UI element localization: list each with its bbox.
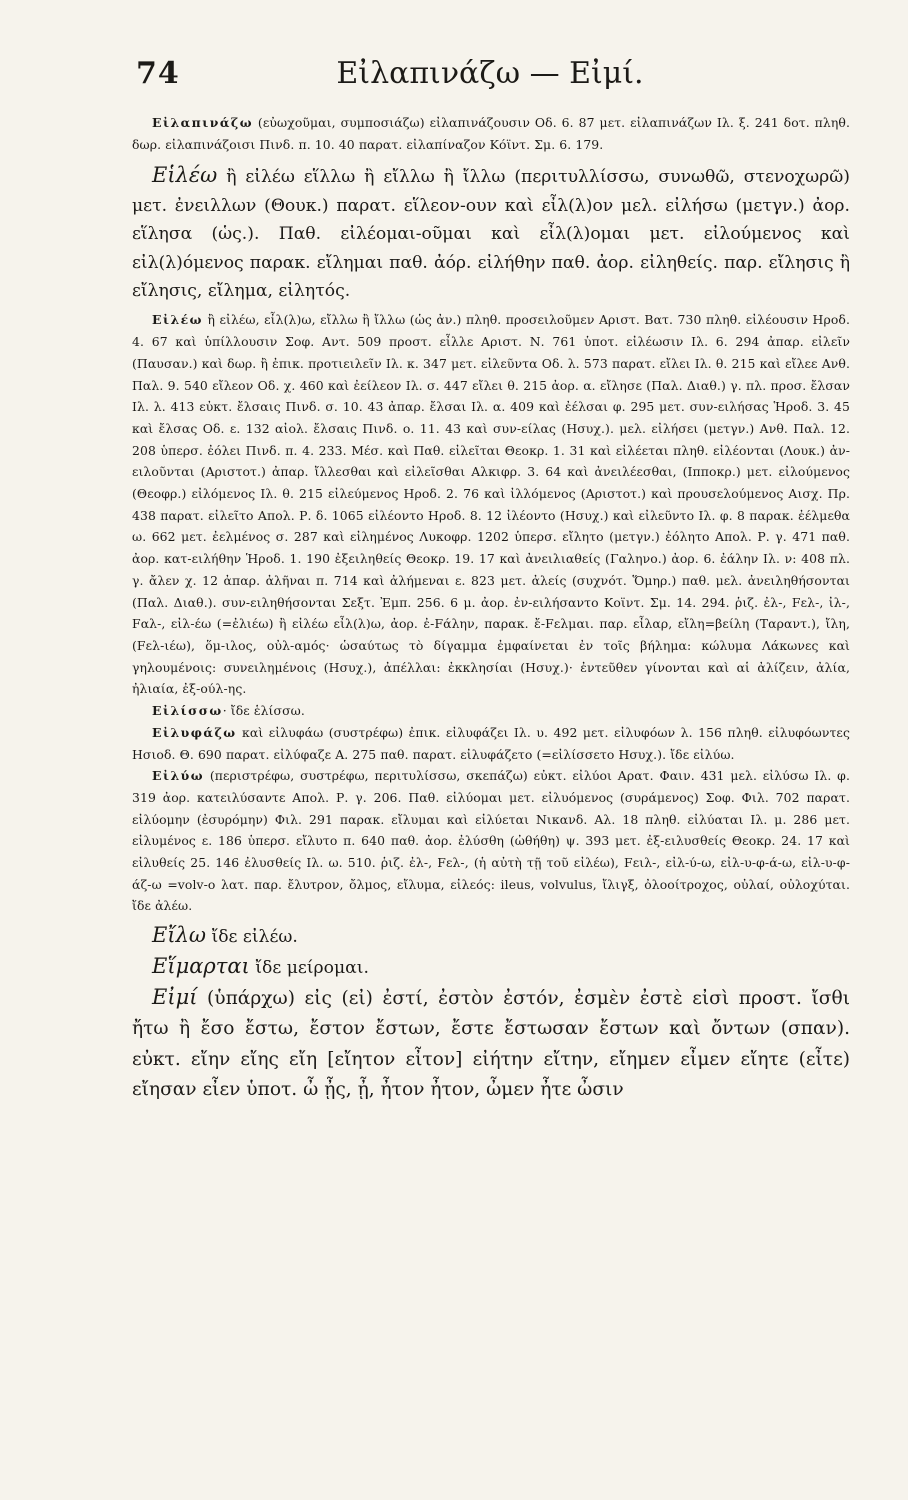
entry-eilyfazo	[132, 722, 850, 765]
entry-text: · ἴδε ἑλίσσω.	[222, 703, 305, 719]
entry-lemma: Εἱλέω	[152, 163, 218, 188]
entry-text: ἢ εἰλέω εἵλλω ἢ εἴλλω ἢ ἴλλω (περιτυλλίσσω, συνωθῶ, στενοχωρῶ) μετ. ἐνειλλων (Θουκ.) παρατ. εἵλεον-ουν καὶ εἶλ(λ)ον μελ. εἰλήσω (μετγν.) ἀορ. εἵλησα (ὡς.). Παθ. εἰλέομαι-οῦμαι καὶ εἶλ(λ)ομαι μετ. εἰλούμενος καὶ εἰλ(λ)όμενος παρακ. εἴλημαι παθ. ἀόρ. εἰλήθην παθ. ἀορ. εἰληθείς. παρ. εἴλησις ἢ εἴλησις, εἴλημα, εἰλητός.	[132, 167, 850, 302]
entry-lemma: Εἰλίσσω	[152, 703, 223, 719]
entry-text: καὶ εἰλυφάω (συστρέφω) ἐπικ. εἰλυφάζει Ιλ. υ. 492 μετ. εἰλυφόων λ. 156 πληθ. εἰλυφόωντες Ησιοδ. Θ. 690 παρατ. εἰλύφαζε Α. 275 παθ. παρατ. εἰλυφάζετο (=εἰλίσσετο Ησυχ.). ἴδε εἰλύω.	[132, 724, 850, 762]
entry-lemma: Εἰμί	[152, 984, 198, 1009]
entry-lemma: Εἵμαρται	[152, 953, 250, 978]
entry-text: (περιστρέφω, συστρέφω, περιτυλίσσω, σκεπάζω) εὐκτ. εἰλύοι Αρατ. Φαιν. 431 μελ. εἰλύσω Ιλ. φ. 319 ἀορ. κατειλύσαντε Απολ. Ρ. γ. 206. Παθ. εἰλύομαι μετ. εἰλυόμενος (συράμενος) Σοφ. Φιλ. 702 παρατ. εἰλύομην (ἐσυρόμην) Φιλ. 291 παρακ. εἴλυμαι καὶ εἰλύεται Νικανδ. Αλ. 18 πληθ. εἰλύαται Ιλ. μ. 286 μετ. εἰλυμένος ε. 186 ὑπερσ. εἴλυτο π. 640 παθ. ἀορ. ἐλύσθη (ὠθήθη) ψ. 393 μετ. ἐξ-ειλυσθείς Θεοκρ. 24. 17 καὶ εἰλυθείς 25. 146 ἐλυσθείς Ιλ. ω. 510. ῥιζ. ἐλ-, Fελ-, (ἡ αὐτὴ τῇ τοῦ εἰλέω), Fειλ-, εἰλ-ύ-ω, εἰλ-υ-φ-ά-ω, εἰλ-υ-φ-άζ-ω =volv-o λατ. παρ. ἔλυτρον, ὄλμος, εἴλυμα, εἰλεός: ileus, volvulus, ἴλιγξ, ὀλοοίτροχος, οὐλαί, οὐλοχύται. ἴδε ἀλέω.	[132, 768, 850, 914]
page-body	[132, 112, 850, 1106]
entry-text: ἴδε εἰλέω.	[206, 927, 298, 948]
entry-eimi	[132, 982, 850, 1106]
entry-heimartai	[132, 952, 850, 982]
entry-heileo	[132, 161, 850, 305]
page-number: 74	[136, 56, 180, 91]
entry-eilisso	[132, 700, 850, 722]
entry-eilapinazo	[132, 112, 850, 155]
entry-text: ἢ εἰλέω, εἶλ(λ)ω, εἴλλω ἢ ἴλλω (ὡς ἀν.) πληθ. προσειλοῦμεν Αριστ. Βατ. 730 πληθ. εἰλέουσιν Ηροδ. 4. 67 καὶ ὑπίλλουσιν Σοφ. Αντ. 509 προστ. εἶλλε Αριστ. Ν. 761 ὑποτ. εἰλέωσιν Ιλ. 6. 294 ἀπαρ. εἰλεῖν (Παυσαν.) καὶ δωρ. ἢ ἐπικ. προτιειλεῖν Ιλ. κ. 347 μετ. εἰλεῦντα Οδ. λ. 573 παρατ. εἴλει Ιλ. θ. 215 καὶ εἴλεε Ανθ. Παλ. 9. 540 εἴλεον Οδ. χ. 460 καὶ ἐείλεον Ιλ. σ. 447 εἴλει θ. 215 ἀορ. α. εἴλησε (Παλ. Διαθ.) γ. πλ. προσ. ἔλσαν Ιλ. λ. 413 εὐκτ. ἔλσαις Πινδ. σ. 10. 43 ἀπαρ. ἔλσαι Ιλ. α. 409 καὶ ἐέλσαι φ. 295 μετ. συν-ειλήσας Ἡροδ. 3. 45 καὶ ἔλσας Οδ. ε. 132 αἰολ. ἔλσαις Πινδ. ο. 11. 43 καὶ συν-είλας (Ησυχ.). μελ. εἰλήσει (μετγν.) Ανθ. Παλ. 12. 208 ὑπερσ. ἐόλει Πινδ. π. 4. 233. Μέσ. καὶ Παθ. εἰλεῖται Θεοκρ. 1. 31 καὶ εἰλέεται πληθ. εἰλέονται (Λουκ.) ἀν-ειλοῦνται (Αριστοτ.) ἀπαρ. ἴλλεσθαι καὶ εἰλεῖσθαι Αλκιφρ. 3. 64 καὶ ἀνειλέεσθαι, (Ιπποκρ.) μετ. εἰλούμενος (Θεοφρ.) εἰλόμενος Ιλ. θ. 215 εἰλεύμενος Ηροδ. 2. 76 καὶ ἰλλόμενος (Αριστοτ.) καὶ προυσελούμενος Αισχ. Πρ. 438 παρατ. εἰλεῖτο Απολ. Ρ. δ. 1065 εἰλέοντο Ηροδ. 8. 12 ἰλέοντο (Ησυχ.) καὶ εἰλεῦντο Ιλ. φ. 8 παρακ. ἐέλμεθα ω. 662 μετ. ἐελμένος σ. 287 καὶ εἰλημένος Λυκοφρ. 1202 ὑπερσ. εἴλητο (μετγν.) ἐόλητο Απολ. Ρ. γ. 471 παθ. ἀορ. κατ-ειλήθην Ἡροδ. 1. 190 ἐξειληθείς Θεοκρ. 19. 17 καὶ ἀνειλιαθείς (Γαληνο.) ἀορ. 6. ἐάλην Ιλ. ν: 408 πλ. γ. ἄλεν χ. 12 ἀπαρ. ἀλῆναι π. 714 καὶ ἀλήμεναι ε. 823 μετ. ἀλείς (συχνότ. Ὅμηρ.) παθ. μελ. ἀνειληθήσονται (Παλ. Διαθ.). συν-ειληθήσονται Σεξτ. Ἐμπ. 256. 6 μ. ἀορ. ἐν-ειλήσαντο Κοϊντ. Σμ. 14. 294. ῥιζ. ἐλ-, Fελ-, ἰλ-, Fαλ-, εἰλ-έω (=ἐλιέω) ἢ εἰλέω εἶλ(λ)ω, ἀορ. ἐ-Fάλην, παρακ. ἔ-Fελμαι. παρ. εἶλαρ, εἴλη=βείλη (Ταραντ.), ἴλη, (Fελ-ιέω), ὅμ-ιλος, οὐλ-αμός· ὡσαύτως τὸ δίγαμμα ἐμφαίνεται ἐν τοῖς βήλημα: κώλυμα Λάκωνες καὶ γηλουμένοις: συνειλημένοις (Ησυχ.), ἀπέλλαι: ἐκκλησίαι (Ησυχ.)· ἐντεῦθεν γίνονται καὶ αἱ ἀλίζειν, ἀλία, ἠλιαία, ἐξ-ούλ-ης.	[132, 312, 850, 697]
entry-eilo	[132, 921, 850, 951]
entry-text: ἴδε μείρομαι.	[249, 957, 369, 978]
entry-lemma: Εἰλυφάζω	[152, 724, 237, 740]
entry-lemma: Εἰλύω	[152, 768, 205, 784]
entry-lemma: Εἴλω	[152, 923, 206, 948]
page-header	[130, 56, 850, 96]
running-title: Εἰλαπινάζω — Εἰμί.	[336, 56, 644, 91]
entry-lemma: Εἰλαπινάζω	[152, 115, 253, 130]
entry-lemma: Εἰλέω	[152, 312, 203, 328]
entry-eileo	[132, 309, 850, 700]
entry-eilyo	[132, 765, 850, 917]
entry-text: (ὑπάρχω) εἰς (εἰ) ἐστί, ἐστὸν ἐστόν, ἐσμὲν ἐστὲ εἰσὶ προστ. ἴσθι ἤτω ἢ ἔσο ἔστω, ἔστον ἔστων, ἔστε ἔστωσαν ἔστων καὶ ὄντων (σπαν). εὐκτ. εἴην εἴης εἴη [εἴητον εἶτον] εἰήτην εἴτην, εἴημεν εἶμεν εἴητε (εἶτε) εἴησαν εἶεν ὑποτ. ὦ ᾖς, ᾖ, ἦτον ἦτον, ὦμεν ἦτε ὦσιν	[132, 987, 850, 1101]
entry-text: (εὐωχοῦμαι, συμποσιάζω) εἰλαπινάζουσιν Οδ. 6. 87 μετ. εἰλαπινάζων Ιλ. ξ. 241 δοτ. πληθ. δωρ. εἰλαπινάζοισι Πινδ. π. 10. 40 παρατ. εἰλαπίναζον Κόϊντ. Σμ. 6. 179.	[132, 115, 850, 152]
